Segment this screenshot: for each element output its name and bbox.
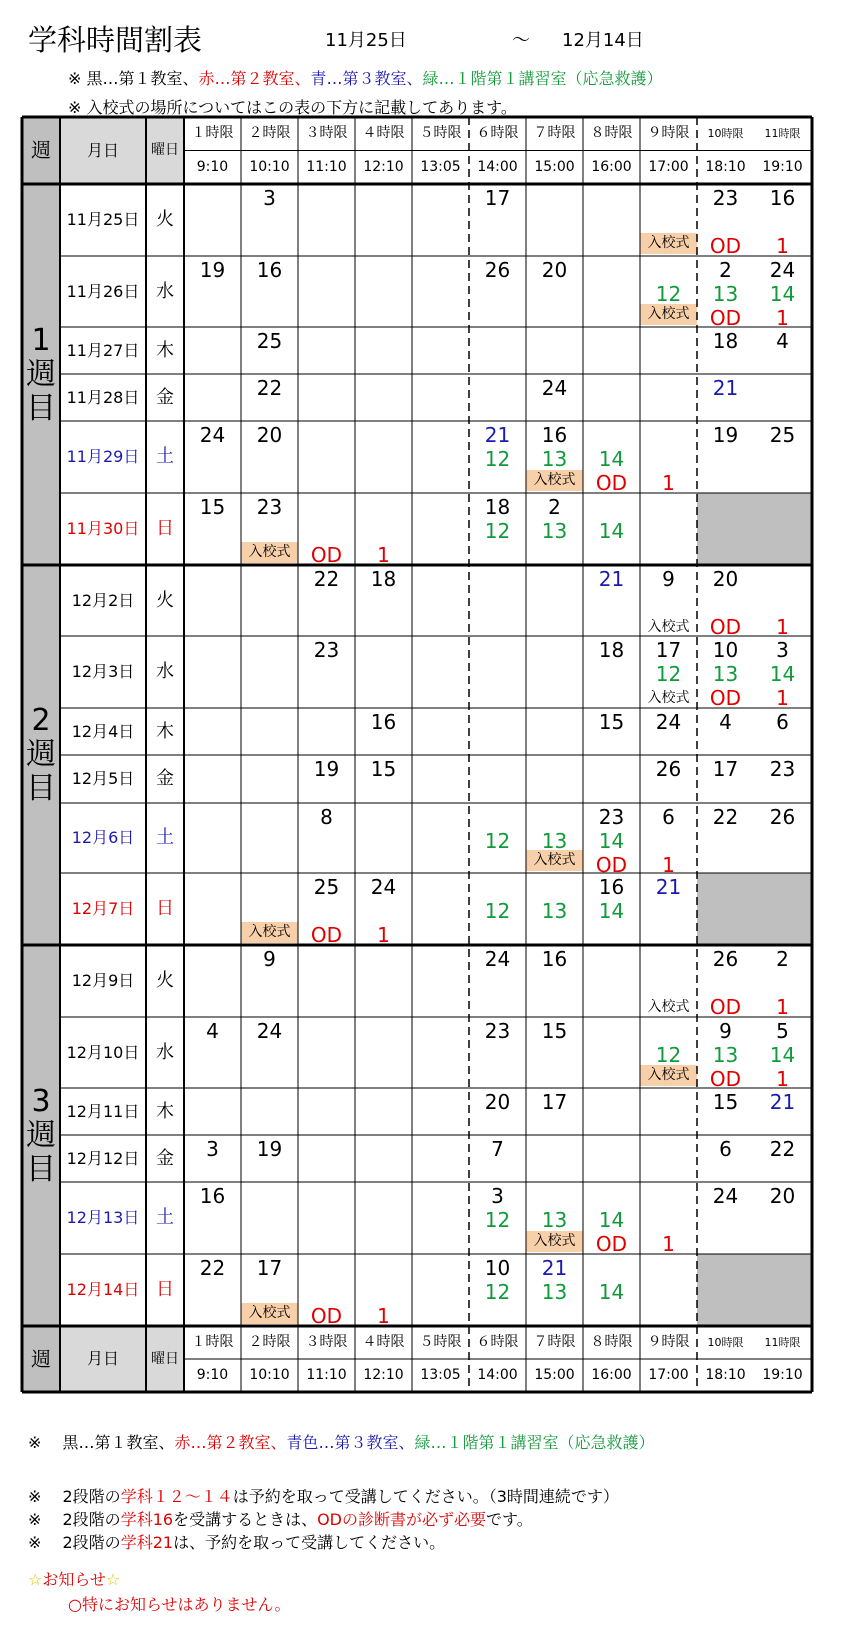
class-entry: 25	[769, 423, 796, 447]
class-entry: 14	[598, 519, 625, 543]
class-entry: 9	[263, 947, 276, 971]
class-entry: 16	[199, 1184, 226, 1208]
class-entry: 23	[598, 805, 625, 829]
header-time: 17:00	[648, 1367, 689, 1383]
header-period: ２時限	[248, 125, 291, 141]
class-entry: OD	[310, 543, 343, 567]
class-entry: 7	[491, 1137, 504, 1161]
entrance-ceremony-label: 入校式	[248, 544, 291, 560]
day-of-week: 日	[156, 898, 174, 919]
unavailable-cell	[697, 493, 812, 565]
class-entry: 22	[256, 376, 283, 400]
class-entry: 19	[313, 757, 340, 781]
header-time: 9:10	[196, 158, 229, 175]
class-entry: 3	[491, 1184, 504, 1208]
text-segment: ODの診断書が必ず必要	[317, 1510, 486, 1529]
class-entry: 20	[256, 423, 283, 447]
class-entry: 1	[377, 1304, 390, 1328]
day-of-week: 日	[156, 1279, 174, 1300]
day-date: 12月10日	[66, 1043, 140, 1062]
page-title: 学科時間割表	[28, 23, 203, 57]
day-date: 12月7日	[71, 899, 135, 918]
class-entry: 24	[541, 376, 568, 400]
class-entry: 6	[719, 1137, 732, 1161]
class-entry: 13	[541, 1208, 568, 1232]
day-date: 12月2日	[71, 591, 135, 610]
footer-legend	[28, 1430, 655, 1453]
class-entry: 15	[199, 495, 226, 519]
entrance-ceremony-label: 入校式	[647, 1067, 690, 1083]
day-of-week: 金	[156, 387, 174, 408]
text-segment: ※ 黒…第１教室、	[68, 69, 199, 88]
class-entry: 16	[598, 875, 625, 899]
day-of-week: 金	[156, 1148, 174, 1169]
header-date: 月日	[86, 141, 119, 160]
class-entry: 12	[484, 1208, 511, 1232]
text-segment: 学科21	[120, 1533, 174, 1552]
class-entry: 17	[541, 1090, 568, 1114]
header-time: 14:00	[477, 158, 518, 175]
text-segment: 緑…１階第１講習室（応急救護）	[414, 1433, 655, 1452]
header-period: ３時限	[305, 1334, 348, 1350]
class-entry: 17	[256, 1256, 283, 1280]
class-entry: OD	[709, 1067, 742, 1091]
date-range-end: 12月14日	[562, 30, 644, 51]
day-of-week: 水	[156, 281, 174, 302]
class-entry: 23	[256, 495, 283, 519]
class-entry: 14	[598, 447, 625, 471]
class-entry: 24	[769, 258, 796, 282]
day-date: 12月9日	[71, 971, 135, 990]
day-of-week: 日	[156, 518, 174, 539]
header-time: 16:00	[591, 158, 632, 175]
day-date: 12月12日	[66, 1149, 140, 1168]
entrance-ceremony-label: 入校式	[647, 235, 690, 251]
class-entry: 21	[598, 567, 625, 591]
header-time: 10:10	[249, 1367, 290, 1383]
class-entry: 13	[541, 519, 568, 543]
header-time: 13:05	[420, 1367, 461, 1383]
class-entry: 20	[541, 258, 568, 282]
class-entry: 26	[655, 757, 682, 781]
class-entry: 1	[776, 995, 789, 1019]
class-entry: 12	[484, 899, 511, 923]
class-entry: 22	[199, 1256, 226, 1280]
header-period: 11時限	[764, 1336, 801, 1349]
notice-body: ○特にお知らせはありません。	[68, 1595, 291, 1614]
class-entry: 5	[776, 1019, 789, 1043]
header-period: ３時限	[305, 125, 348, 141]
class-entry: OD	[595, 1232, 628, 1256]
class-entry: 入校式	[647, 999, 690, 1015]
class-entry: 24	[484, 947, 511, 971]
class-entry: 12	[484, 829, 511, 853]
class-entry: 18	[370, 567, 397, 591]
day-date: 12月4日	[71, 722, 135, 741]
entrance-ceremony-label: 入校式	[248, 924, 291, 940]
class-entry: 13	[541, 829, 568, 853]
entrance-ceremony-label: 入校式	[533, 852, 576, 868]
notice-title: ☆お知らせ☆	[28, 1570, 121, 1589]
class-entry: 20	[769, 1184, 796, 1208]
class-entry: 3	[263, 186, 276, 210]
class-entry: 2	[548, 495, 561, 519]
header-period: １時限	[191, 125, 234, 141]
class-entry: 1	[776, 306, 789, 330]
day-date: 12月14日	[66, 1280, 140, 1299]
class-entry: 18	[484, 495, 511, 519]
header-period: ６時限	[476, 125, 519, 141]
class-entry: 18	[598, 638, 625, 662]
text-segment: は、予約を取って受講してください。	[173, 1533, 446, 1552]
header-week: 週	[31, 138, 51, 162]
header-period: 10時限	[707, 1336, 744, 1349]
class-entry: 18	[712, 329, 739, 353]
unavailable-cell	[697, 1254, 812, 1326]
legend-note: ※ 入校式の場所についてはこの表の下方に記載してあります。	[68, 98, 517, 117]
class-entry: 15	[598, 710, 625, 734]
class-entry: 19	[199, 258, 226, 282]
class-entry: 22	[313, 567, 340, 591]
header-time: 15:00	[534, 1367, 575, 1383]
class-entry: 21	[655, 875, 682, 899]
class-entry: 8	[320, 805, 333, 829]
class-entry: 14	[769, 662, 796, 686]
day-date: 12月13日	[66, 1208, 140, 1227]
text-segment: ※ 2段階の	[28, 1533, 121, 1552]
class-entry: 24	[199, 423, 226, 447]
header-period: １時限	[191, 1334, 234, 1350]
class-entry: 12	[484, 1280, 511, 1304]
text-segment: 学科１２～１４	[120, 1487, 233, 1506]
day-of-week: 火	[156, 970, 174, 991]
class-entry: 20	[712, 567, 739, 591]
header-week: 週	[31, 1347, 51, 1371]
class-entry: 17	[655, 638, 682, 662]
date-range-tilde: ～	[512, 30, 530, 51]
header-period: ６時限	[476, 1334, 519, 1350]
header-time: 18:10	[705, 158, 746, 175]
class-entry: 21	[712, 376, 739, 400]
day-date: 11月29日	[66, 447, 140, 466]
class-entry: 12	[655, 1043, 682, 1067]
class-entry: OD	[709, 615, 742, 639]
footer-note-3	[28, 1530, 445, 1553]
class-entry: 10	[712, 638, 739, 662]
class-entry: 1	[377, 923, 390, 947]
class-entry: OD	[709, 995, 742, 1019]
class-entry: 3	[206, 1137, 219, 1161]
class-entry: 13	[712, 282, 739, 306]
date-range-start: 11月25日	[325, 30, 407, 51]
class-entry: OD	[310, 1304, 343, 1328]
header-period: ２時限	[248, 1334, 291, 1350]
header-time: 19:10	[762, 1367, 803, 1383]
text-segment: ※ 2段階の	[28, 1487, 121, 1506]
class-entry: 9	[719, 1019, 732, 1043]
day-date: 12月11日	[66, 1102, 140, 1121]
class-entry: 25	[256, 329, 283, 353]
header-period: ８時限	[590, 1334, 633, 1350]
class-entry: 4	[206, 1019, 219, 1043]
class-entry: OD	[709, 306, 742, 330]
class-entry: 26	[769, 805, 796, 829]
header-time: 14:00	[477, 1367, 518, 1383]
class-entry: 12	[484, 519, 511, 543]
day-date: 12月5日	[71, 769, 135, 788]
class-entry: 23	[313, 638, 340, 662]
header-time: 15:00	[534, 158, 575, 175]
text-segment: 学科16	[120, 1510, 174, 1529]
day-of-week: 火	[156, 590, 174, 611]
class-entry: 24	[370, 875, 397, 899]
class-entry: 21	[541, 1256, 568, 1280]
header-time: 19:10	[762, 158, 803, 175]
header-time: 16:00	[591, 1367, 632, 1383]
class-entry: 6	[662, 805, 675, 829]
class-entry: 17	[484, 186, 511, 210]
class-entry: 26	[484, 258, 511, 282]
header-period: ４時限	[362, 1334, 405, 1350]
class-entry: 2	[776, 947, 789, 971]
day-of-week: 水	[156, 1042, 174, 1063]
day-of-week: 火	[156, 209, 174, 230]
day-date: 11月26日	[66, 282, 140, 301]
day-of-week: 土	[156, 1207, 174, 1228]
day-of-week: 木	[156, 340, 174, 361]
class-entry: 26	[712, 947, 739, 971]
class-entry: 17	[712, 757, 739, 781]
class-entry: 4	[776, 329, 789, 353]
class-entry: 15	[712, 1090, 739, 1114]
class-entry: 16	[541, 423, 568, 447]
class-entry: 入校式	[647, 619, 690, 635]
text-segment: ※ 2段階の	[28, 1510, 121, 1529]
header-dow: 曜日	[151, 1351, 179, 1367]
day-of-week: 木	[156, 721, 174, 742]
day-of-week: 金	[156, 768, 174, 789]
day-date: 12月6日	[71, 828, 135, 847]
class-entry: 12	[655, 662, 682, 686]
header-time: 18:10	[705, 1367, 746, 1383]
text-segment: 青…第３教室、	[310, 69, 423, 88]
header-time: 12:10	[363, 158, 404, 175]
class-entry: 14	[769, 1043, 796, 1067]
unavailable-cell	[697, 873, 812, 945]
class-entry: 19	[256, 1137, 283, 1161]
class-entry: 12	[484, 447, 511, 471]
class-entry: 15	[370, 757, 397, 781]
class-entry: 10	[484, 1256, 511, 1280]
class-entry: OD	[595, 853, 628, 877]
day-date: 11月28日	[66, 388, 140, 407]
class-entry: 21	[769, 1090, 796, 1114]
header-period: ９時限	[647, 1334, 690, 1350]
class-entry: 1	[662, 471, 675, 495]
week-label: 1週目	[26, 322, 56, 426]
header-dow: 曜日	[151, 142, 179, 158]
text-segment: です。	[486, 1510, 533, 1529]
class-entry: 14	[598, 1280, 625, 1304]
class-entry: 22	[769, 1137, 796, 1161]
class-entry: OD	[709, 234, 742, 258]
header-time: 11:10	[306, 1367, 347, 1383]
class-entry: 16	[541, 947, 568, 971]
class-entry: 14	[598, 829, 625, 853]
text-segment: 赤…第２教室、	[198, 69, 311, 88]
day-of-week: 土	[156, 446, 174, 467]
day-date: 12月3日	[71, 662, 135, 681]
day-date: 11月25日	[66, 210, 140, 229]
text-segment: ※ 黒…第１教室、	[28, 1433, 175, 1452]
day-date: 11月27日	[66, 341, 140, 360]
class-entry: 9	[662, 567, 675, 591]
class-entry: 24	[655, 710, 682, 734]
class-entry: 1	[377, 543, 390, 567]
class-entry: 4	[719, 710, 732, 734]
class-entry: 16	[769, 186, 796, 210]
class-entry: 6	[776, 710, 789, 734]
header-period: ７時限	[533, 125, 576, 141]
class-entry: 24	[256, 1019, 283, 1043]
class-entry: 1	[776, 615, 789, 639]
class-entry: 1	[776, 234, 789, 258]
class-entry: 12	[655, 282, 682, 306]
header-time: 10:10	[249, 158, 290, 175]
header-date: 月日	[86, 1349, 119, 1368]
class-entry: 23	[712, 186, 739, 210]
class-entry: 1	[776, 686, 789, 710]
entrance-ceremony-label: 入校式	[647, 306, 690, 322]
header-time: 12:10	[363, 1367, 404, 1383]
class-entry: 21	[484, 423, 511, 447]
class-entry: 1	[776, 1067, 789, 1091]
header-time: 17:00	[648, 158, 689, 175]
day-of-week: 水	[156, 661, 174, 682]
header-time: 11:10	[306, 158, 347, 175]
header-period: ４時限	[362, 125, 405, 141]
class-entry: 3	[776, 638, 789, 662]
class-entry: OD	[709, 686, 742, 710]
header-period: 11時限	[764, 127, 801, 140]
class-entry: 入校式	[647, 690, 690, 706]
class-entry: 13	[541, 1280, 568, 1304]
text-segment: は予約を取って受講してください。（3時間連続です）	[232, 1487, 619, 1506]
star-icon: ☆	[28, 1570, 43, 1589]
entrance-ceremony-label: 入校式	[533, 1233, 576, 1249]
header-period: ８時限	[590, 125, 633, 141]
text-segment: 青色…第３教室、	[286, 1433, 415, 1452]
star-icon: ☆	[105, 1570, 121, 1589]
footer-note-1	[28, 1484, 619, 1507]
day-date: 11月30日	[66, 519, 140, 538]
class-entry: OD	[310, 923, 343, 947]
entrance-ceremony-label: 入校式	[533, 472, 576, 488]
day-of-week: 木	[156, 1101, 174, 1122]
class-entry: 23	[484, 1019, 511, 1043]
class-entry: 15	[541, 1019, 568, 1043]
class-entry: 22	[712, 805, 739, 829]
header-time: 13:05	[420, 158, 461, 175]
week-label: 3週目	[26, 1083, 56, 1187]
text-segment: 赤…第２教室、	[174, 1433, 287, 1452]
class-entry: 1	[662, 1232, 675, 1256]
class-entry: 13	[541, 447, 568, 471]
text-segment: 緑…１階第１講習室（応急救護）	[422, 69, 663, 88]
class-entry: OD	[595, 471, 628, 495]
class-entry: 14	[769, 282, 796, 306]
header-period: ５時限	[419, 1334, 462, 1350]
class-entry: 14	[598, 1208, 625, 1232]
class-entry: 20	[484, 1090, 511, 1114]
class-entry: 2	[719, 258, 732, 282]
entrance-ceremony-label: 入校式	[248, 1305, 291, 1321]
header-period: ５時限	[419, 125, 462, 141]
header-period: ７時限	[533, 1334, 576, 1350]
class-entry: 13	[712, 1043, 739, 1067]
class-entry: 13	[712, 662, 739, 686]
class-entry: 16	[370, 710, 397, 734]
class-entry: 23	[769, 757, 796, 781]
class-entry: 25	[313, 875, 340, 899]
class-entry: 24	[712, 1184, 739, 1208]
header-period: 10時限	[707, 127, 744, 140]
day-of-week: 土	[156, 827, 174, 848]
class-entry: 16	[256, 258, 283, 282]
class-entry: 1	[662, 853, 675, 877]
class-entry: 19	[712, 423, 739, 447]
text-segment: を受講するときは、	[173, 1510, 318, 1529]
header-time: 9:10	[196, 1367, 229, 1383]
class-entry: 14	[598, 899, 625, 923]
week-label: 2週目	[26, 703, 56, 806]
footer-note-2	[28, 1507, 533, 1530]
class-entry: 13	[541, 899, 568, 923]
header-period: ９時限	[647, 125, 690, 141]
